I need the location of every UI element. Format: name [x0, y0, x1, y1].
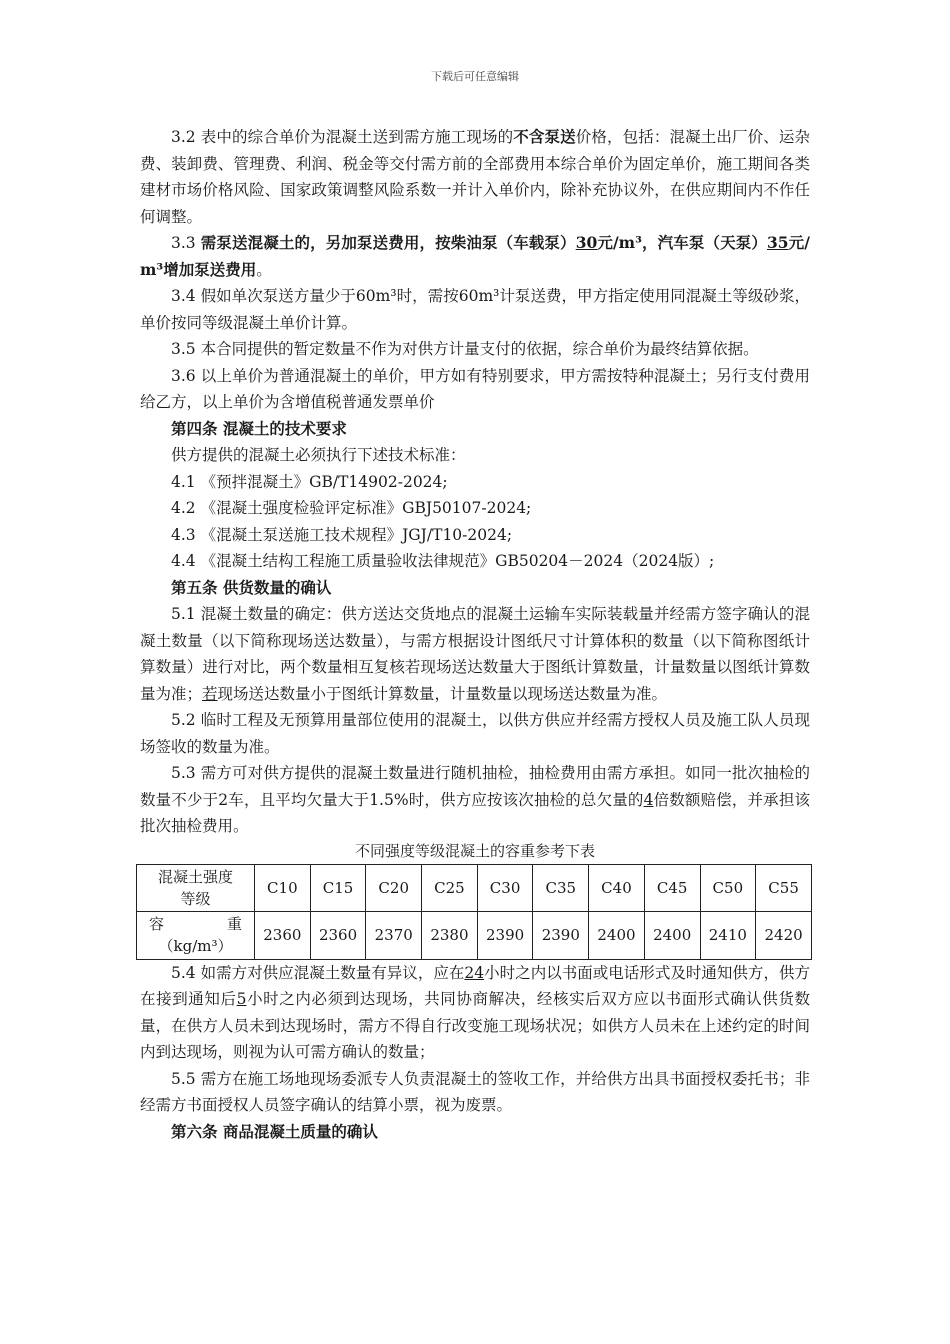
standard-item: 4.3 《混凝土泵送施工技术规程》JGJ/T10-2024; [171, 525, 513, 544]
grade-row [137, 864, 812, 911]
grade-label-line1: 混凝土强度 [157, 867, 233, 886]
clause-5-3 [140, 760, 810, 840]
grade-cell: C10 [255, 864, 311, 911]
standard-item: 4.2 《混凝土强度检验评定标准》GBJ50107-2024; [171, 499, 532, 517]
density-cell: 2380 [422, 911, 478, 959]
clause-5-4-text-b: 小时之内以书面或电话形式及时通知供方，供方在接到通知后 [140, 963, 810, 1008]
standard-item: 4.1 《预拌混凝土》GB/T14902-2024; [171, 472, 448, 491]
clause-5-1-text-a: 5.1 混凝土数量的确定：供方送达交货地点的混凝土运输车实际装载量并经需方签字确认的混凝土数量（以下简称现场送达数量），与需方根据设计图纸尺寸计算体积的数量（以下简称图纸计算数量）进行对比，两个数量相互复核若现场送达数量大于图纸计算数量，计量数量以图纸计算数量为准； [140, 605, 810, 703]
grade-label-cell [137, 864, 255, 911]
grade-cell: C55 [756, 864, 812, 911]
density-cell: 2390 [477, 911, 533, 959]
clause-5-1 [140, 601, 810, 707]
density-label-cell [137, 911, 255, 959]
standard-item: 4.4 《混凝土结构工程施工质量验收法律规范》GB50204－2024（2024版）; [171, 552, 715, 570]
clause-3-3-num: 3.3 [171, 234, 201, 252]
clause-5-3-text-a: 5.3 需方可对供方提供的混凝土数量进行随机抽检，抽检费用由需方承担。如同一批次抽检的数量不少于2车，且平均欠量大于1.5%时，供方应按该次抽检的总欠量的 [140, 764, 810, 809]
clause-3-3-text-c: 元/m³增加泵送费用 [140, 233, 810, 279]
density-cell: 2370 [366, 911, 422, 959]
grade-cell: C45 [644, 864, 700, 911]
density-cell: 2360 [310, 911, 366, 959]
clause-3-3-text-b: 元/m³，汽车泵（天泵） [597, 233, 767, 252]
grade-label-line2: 等级 [180, 889, 211, 908]
grade-cell: C40 [589, 864, 645, 911]
arrival-hours: 5 [236, 990, 247, 1008]
grade-cell: C35 [533, 864, 589, 911]
clause-3-2-bold: 不含泵送 [513, 127, 576, 146]
clause-3-3-bold [140, 233, 810, 279]
density-label-a: 容 [149, 915, 165, 933]
clause-3-6: 3.6 以上单价为普通混凝土的单价，甲方如有特别要求，甲方需按特种混凝土；另行支付费用给乙方，以上单价为含增值税普通发票单价 [140, 366, 810, 411]
density-cell: 2400 [589, 911, 645, 959]
page-header: 下载后可任意编辑 [431, 70, 519, 83]
clause-5-2: 5.2 临时工程及无预算用量部位使用的混凝土，以供方供应并经需方授权人员及施工队人员现场签收的数量为准。 [140, 711, 810, 756]
document-body [140, 124, 810, 1145]
clause-5-3-text-b: 倍数额赔偿，并承担该批次抽检费用。 [140, 790, 810, 835]
article-6-heading: 第六条 商品混凝土质量的确认 [171, 1121, 378, 1141]
density-cell: 2400 [644, 911, 700, 959]
grade-cell: C30 [477, 864, 533, 911]
clause-5-4 [140, 960, 810, 1066]
density-cell: 2420 [756, 911, 812, 959]
grade-cell: C20 [366, 864, 422, 911]
clause-3-2 [140, 124, 810, 230]
clause-3-5: 3.5 本合同提供的暂定数量不作为对供方计量支付的依据，综合单价为最终结算依据。 [171, 340, 759, 358]
diesel-pump-price: 30 [575, 233, 598, 252]
density-cell: 2360 [255, 911, 311, 959]
density-row [137, 911, 812, 959]
clause-5-5: 5.5 需方在施工场地现场委派专人负责混凝土的签收工作，并给供方出具书面授权委托书；非经需方书面授权人员签字确认的结算小票，视为废票。 [140, 1069, 810, 1114]
clause-5-4-text-c: 小时之内必须到达现场，共同协商解决，经核实后双方应以书面形式确认供货数量，在供方人员未到达现场时，需方不得自行改变施工现场状况；如供方人员未在上述约定的时间内到达现场，则视为认可需方确认的数量； [140, 990, 810, 1061]
density-cell: 2390 [533, 911, 589, 959]
clause-5-4-text-a: 5.4 如需方对供应混凝土数量有异议，应在 [171, 963, 465, 982]
density-label-line1 [137, 913, 254, 935]
article-4-intro: 供方提供的混凝土必须执行下述技术标准： [171, 446, 466, 464]
clause-3-3-end: 。 [256, 260, 272, 279]
compensation-multiplier: 4 [643, 790, 654, 809]
density-cell: 2410 [700, 911, 756, 959]
clause-3-4: 3.4 假如单次泵送方量少于60m³时，需按60m³计泵送费，甲方指定使用同混凝土等级砂浆，单价按同等级混凝土单价计算。 [140, 287, 810, 332]
clause-5-1-underlined: 若 [202, 684, 218, 703]
notice-hours: 24 [464, 963, 485, 982]
article-5-heading: 第五条 供货数量的确认 [171, 577, 332, 597]
clause-3-2-text-rest: 价格，包括：混凝土出厂价、运杂费、装卸费、管理费、利润、税金等交付需方前的全部费用本综合单价为固定单价，施工期间各类建材市场价格风险、国家政策调整风险系数一并计入单价内，除补充协议外，在供应期间内不作任何调整。 [140, 128, 810, 226]
density-label-b: 重 [226, 915, 242, 933]
clause-3-2-text: 3.2 表中的综合单价为混凝土送到需方施工现场的 [171, 128, 514, 146]
grade-cell: C50 [700, 864, 756, 911]
table-caption: 不同强度等级混凝土的容重参考下表 [354, 841, 595, 860]
truck-pump-price: 35 [766, 233, 789, 252]
clause-3-3-text-a: 需泵送混凝土的，另加泵送费用，按柴油泵（车载泵） [200, 233, 576, 252]
clause-5-1-text-b: 现场送达数量小于图纸计算数量，计量数量以现场送达数量为准。 [217, 684, 668, 703]
grade-cell: C15 [310, 864, 366, 911]
clause-3-3 [140, 230, 810, 283]
article-4-heading: 第四条 混凝土的技术要求 [171, 418, 347, 438]
density-table [136, 864, 812, 960]
density-unit: （kg/m³） [158, 937, 233, 955]
grade-cell: C25 [422, 864, 478, 911]
